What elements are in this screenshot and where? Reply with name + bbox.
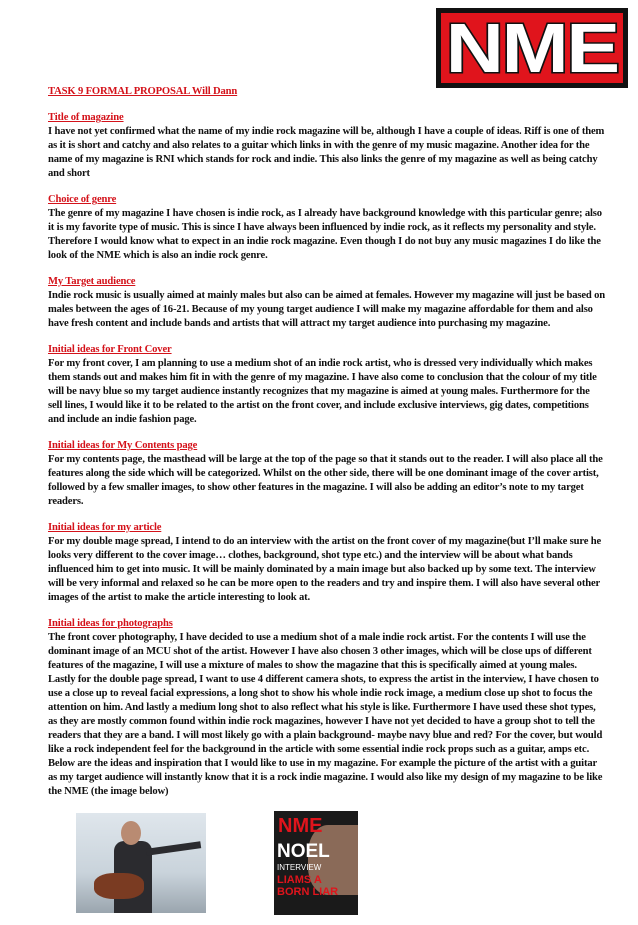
section-body: Indie rock music is usually aimed at mainly males but also can be aimed at females. However my magazine will just be based on males between the ages of 16-21. Because of my young target audience I will make my magazine affordable for them and also have fresh content and include bands and artists that will attract my target audience into purchasing my magazine. xyxy=(48,290,606,329)
cover-headline: NOEL xyxy=(277,841,330,862)
section-body: The front cover photography, I have decided to use a medium shot of a male indie rock artist. For the contents I will use the dominant image of an MCU shot of the artist. However I have also chosen 3 other images, which will be close ups of different features of the magazine, I will use a mixture of males to show the magazine that this is specifically aimed at young males. Lastly for the double page spread, I want to use 4 different camera shots, to express the artist in the interview, I have chosen to use a close up to reveal facial expressions, a long shot to show his whole indie rock image, a medium close up shot to focus the attention on him. And lastly a medium long shot to also reflect what his style is like. Furthermore I have used these shot types, as they are mostly common found within indie rock magazines, however I have not yet decided to have a group shot to tell the readers that they are a band. I will most likely go with a plain background- maybe navy blue and red? For the cover, but would like a rock independent feel for the background in the article with some essential indie rock props such as a guitar, amps etc. Below are the ideas and inspiration that I would like to use in my magazine. For example the picture of the artist with a guitar as my target audience will instantly know that it is a rock indie magazine. I would also like my design of my magazine to be like the NME (the image below) xyxy=(48,632,603,797)
document-title: TASK 9 FORMAL PROPOSAL Will Dann xyxy=(48,86,238,97)
section-photographs xyxy=(48,617,606,799)
nme-cover-image xyxy=(274,811,358,915)
section-heading: Initial ideas for my article xyxy=(48,522,162,533)
section-heading: Initial ideas for Front Cover xyxy=(48,344,172,355)
section-body: I have not yet confirmed what the name of my indie rock magazine will be, although I have a couple of ideas. Riff is one of them as it is short and catchy and also relates to a guitar which links in with the genre of my music magazine. Another idea for the name of my magazine is RNI which stands for rock and indie. This also links the genre of my magazine as well as being catchy and short xyxy=(48,126,605,179)
guitar xyxy=(94,873,144,899)
inspiration-images xyxy=(76,811,638,915)
section-choice-of-genre xyxy=(48,193,606,263)
section-heading: Title of magazine xyxy=(48,112,124,123)
section-heading: Initial ideas for My Contents page xyxy=(48,440,198,451)
nme-logo: NME xyxy=(436,8,628,88)
cover-masthead: NME xyxy=(278,815,323,837)
section-target-audience xyxy=(48,275,606,331)
section-heading: My Target audience xyxy=(48,276,136,287)
proposal-document xyxy=(48,0,606,799)
section-body: The genre of my magazine I have chosen is indie rock, as I already have background knowledge with this particular genre; also it is my favorite type of music. This is since I have always been influenced by indie rock, as it reflects my personality and style. Therefore I would know what to expect in an indie rock magazine. Even though I do not buy any music magazines I do like the look of the NME which is also an indie rock genre. xyxy=(48,208,602,261)
guitarist-photo xyxy=(76,813,206,913)
section-body: For my front cover, I am planning to use a medium shot of an indie rock artist, who is dressed very individually which makes them stands out and makes him fit in with the genre of my magazine. I have also come to conclusion that the colour of my title will be navy blue so my target audience instantly recognizes that my magazine is aimed at young males. Furthermore for the sell lines, I would like it to be related to the artist on the front cover, and include exclusive interviews, gig dates, competitions and include an indie fashion page. xyxy=(48,358,597,425)
section-contents-page xyxy=(48,439,606,509)
section-body: For my contents page, the masthead will be large at the top of the page so that it stands out to the reader. I will also place all the features along the side which will be categorized. Whilst on the other side, there will be one dominant image of the cover artist, followed by a few smaller images, to show other features in the magazine. I will also be adding an editor’s note to my target readers. xyxy=(48,454,603,507)
section-heading: Initial ideas for photographs xyxy=(48,618,173,629)
section-title-of-magazine xyxy=(48,111,606,181)
cover-subhead: INTERVIEW xyxy=(277,863,322,872)
section-body: For my double mage spread, I intend to do an interview with the artist on the front cover of my magazine(but I’ll make sure he looks very different to the cover image… clothes, background, shot type etc.) and the interview will be about what bands influenced him to get into music. It will be mainly dominated by a main image but also backed up by some text. The interview will be very informal and relaxed so he can be more open to the readers and try and inspire them. I will also have several other images of the artist to make the article interesting to look at. xyxy=(48,536,602,603)
section-article xyxy=(48,521,606,605)
cover-tagline: LIAMS A BORN LIAR xyxy=(277,874,339,898)
section-front-cover xyxy=(48,343,606,427)
section-heading: Choice of genre xyxy=(48,194,117,205)
